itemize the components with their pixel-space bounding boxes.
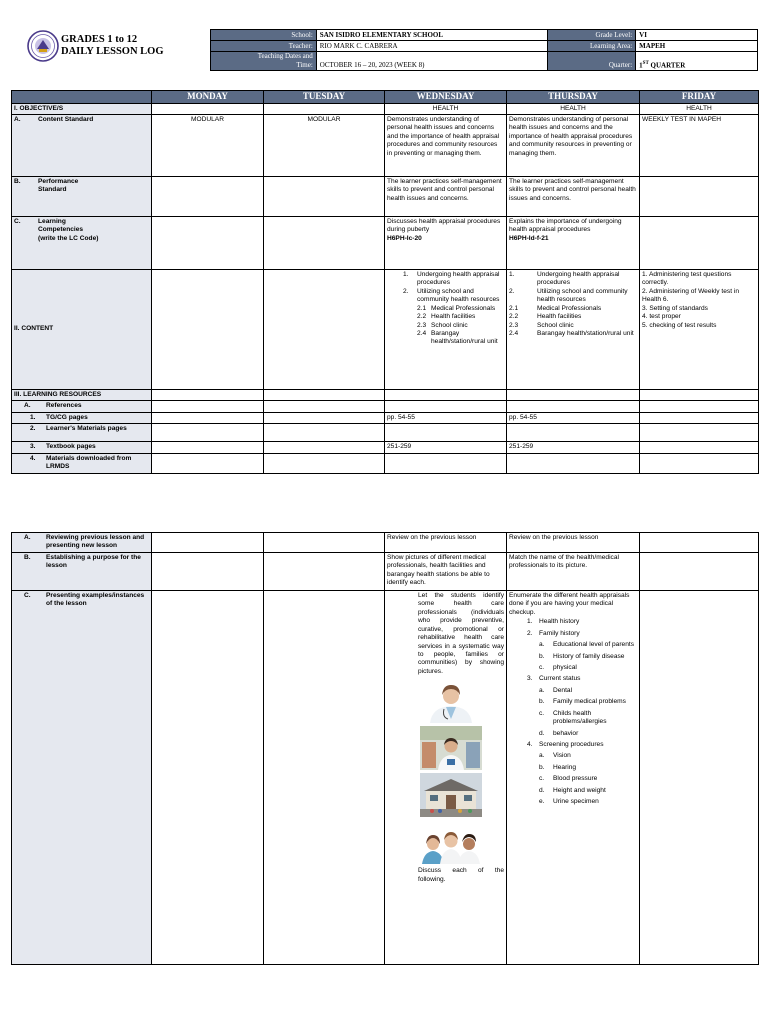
objectives-monday-cell xyxy=(152,103,264,114)
textbook-pages-title: Textbook pages xyxy=(46,443,96,451)
thu-item3d: behavior xyxy=(553,729,579,737)
thu-item4e-letter: e. xyxy=(539,798,545,806)
performance-standard-label xyxy=(12,176,152,216)
competencies-thursday-text: Explains the importance of undergoing health appraisal procedures xyxy=(509,217,622,234)
content-thu-sub3-num: 2.3 xyxy=(509,321,519,329)
content-wed-item1-num: 1. xyxy=(403,270,409,278)
presenting-wed-images xyxy=(387,679,504,864)
purpose-wednesday: Show pictures of different medical professionals, health facilities and barangay health stations be able to identify each. xyxy=(385,552,507,590)
lrmds-num: 4. xyxy=(30,454,36,462)
thu-item3b-letter: b. xyxy=(539,698,545,706)
thu-item2: Family history xyxy=(539,629,580,637)
lm-pages-thursday xyxy=(507,424,640,442)
title-line-grades: GRADES 1 to 12 xyxy=(61,34,138,45)
lrmds-tuesday xyxy=(264,453,385,473)
thu-item4a: Vision xyxy=(553,752,571,760)
tg-pages-monday xyxy=(152,412,264,423)
deped-seal-logo xyxy=(27,30,59,62)
content-wed-sub4: Barangay health/station/rural unit xyxy=(431,330,498,346)
resources-thursday xyxy=(507,389,640,400)
teaching-dates-label-line1: Teaching Dates and xyxy=(257,52,313,60)
content-thu-item2-num: 2. xyxy=(509,287,515,295)
day-header-wednesday: WEDNESDAY xyxy=(385,91,507,104)
content-fri-line5: 5. checking of test results xyxy=(642,321,717,329)
performance-standard-thursday: The learner practices self-management skills to prevent and control personal health issues and concerns. xyxy=(507,176,640,216)
corner-header-cell xyxy=(12,91,152,104)
quarter-superscript: ST xyxy=(642,60,649,66)
lm-pages-num: 2. xyxy=(30,425,36,433)
subject-thursday: HEALTH xyxy=(507,103,640,114)
content-standard-label xyxy=(12,114,152,176)
textbook-pages-tuesday xyxy=(264,442,385,453)
references-title: References xyxy=(46,402,82,410)
doctor-image xyxy=(420,679,482,723)
thu-item3d-letter: d. xyxy=(539,729,545,737)
purpose-monday xyxy=(152,552,264,590)
competencies-monday xyxy=(152,216,264,269)
resources-friday xyxy=(640,389,759,400)
content-wed-item2: Utilizing school and community health resources xyxy=(417,287,500,304)
competencies-wednesday-code: H6PH-Ic-20 xyxy=(387,234,422,242)
tg-pages-wednesday: pp. 54-55 xyxy=(385,412,507,423)
references-label xyxy=(12,401,152,412)
reviewing-label xyxy=(12,533,152,553)
lm-pages-monday xyxy=(152,424,264,442)
references-monday xyxy=(152,401,264,412)
lrmds-monday xyxy=(152,453,264,473)
thu-item2a-letter: a. xyxy=(539,641,545,649)
presenting-wed-discuss: Discuss each of the following. xyxy=(418,867,504,883)
thu-item4c: Blood pressure xyxy=(553,775,598,783)
reviewing-wednesday: Review on the previous lesson xyxy=(385,533,507,553)
thu-item4b-letter: b. xyxy=(539,763,545,771)
content-wed-sub3: School clinic xyxy=(431,321,468,329)
purpose-tuesday xyxy=(264,552,385,590)
thu-item3a-letter: a. xyxy=(539,686,545,694)
tg-pages-thursday: pp. 54-55 xyxy=(507,412,640,423)
thu-item3b: Family medical problems xyxy=(553,698,626,706)
presenting-tuesday xyxy=(264,590,385,964)
objectives-section-label: I. OBJECTIVE/S xyxy=(12,103,152,114)
reviewing-tuesday xyxy=(264,533,385,553)
textbook-pages-friday xyxy=(640,442,759,453)
content-standard-thursday: Demonstrates understanding of personal health issues and concerns and the importance of health appraisal procedures and community resources in preventing or managing them. xyxy=(507,114,640,176)
content-monday xyxy=(152,269,264,389)
learning-resources-label: III. LEARNING RESOURCES xyxy=(12,389,152,400)
competencies-wednesday-text: Discusses health appraisal procedures during puberty xyxy=(387,217,501,234)
pharmacist-image xyxy=(420,726,482,770)
thu-item2b: History of family disease xyxy=(553,652,625,660)
content-thu-sub4: Barangay health/station/rural unit xyxy=(537,330,634,338)
lrmds-thursday xyxy=(507,453,640,473)
competencies-wednesday xyxy=(385,216,507,269)
content-friday xyxy=(640,269,759,389)
thu-item1-num: 1. xyxy=(527,618,533,626)
day-header-monday: MONDAY xyxy=(152,91,264,104)
textbook-pages-thursday: 251-259 xyxy=(507,442,640,453)
content-wed-sub3-num: 2.3 xyxy=(417,321,427,329)
teaching-dates-value: OCTOBER 16 – 20, 2023 (WEEK 8) xyxy=(316,52,548,71)
header-info-table xyxy=(210,29,758,71)
references-tuesday xyxy=(264,401,385,412)
content-fri-line4: 4. test proper xyxy=(642,313,681,321)
reviewing-monday xyxy=(152,533,264,553)
lm-pages-tuesday xyxy=(264,424,385,442)
content-wed-sub1: Medical Professionals xyxy=(431,304,496,312)
purpose-thursday: Match the name of the health/medical professionals to its picture. xyxy=(507,552,640,590)
thu-item4d-letter: d. xyxy=(539,786,545,794)
thu-item4: Screening procedures xyxy=(539,741,604,748)
content-thu-item2: Utilizing school and community health resources xyxy=(537,287,628,304)
learning-area-label: Learning Area: xyxy=(548,41,636,52)
content-wed-sub4-num: 2.4 xyxy=(417,330,427,338)
performance-standard-title-1: Performance xyxy=(38,177,79,185)
competencies-title-2: Competencies xyxy=(38,226,84,234)
content-thu-sub2-num: 2.2 xyxy=(509,313,519,321)
purpose-label xyxy=(12,552,152,590)
content-standard-letter: A. xyxy=(14,115,21,123)
performance-standard-title-2: Standard xyxy=(38,186,67,194)
competencies-label xyxy=(12,216,152,269)
presenting-thu-intro: Enumerate the different health appraisals done if you are having your medical checkup. xyxy=(509,591,630,616)
presenting-title: Presenting examples/instances of the lesson xyxy=(46,591,145,608)
content-standard-monday: MODULAR xyxy=(152,114,264,176)
reviewing-thursday: Review on the previous lesson xyxy=(507,533,640,553)
thu-item3a: Dental xyxy=(553,686,573,694)
textbook-pages-wednesday: 251-259 xyxy=(385,442,507,453)
presenting-monday xyxy=(152,590,264,964)
tg-pages-friday xyxy=(640,412,759,423)
reviewing-letter: A. xyxy=(24,534,31,541)
thu-item2c: physical xyxy=(553,663,577,671)
competencies-thursday xyxy=(507,216,640,269)
thu-item1: Health history xyxy=(539,618,580,626)
content-fri-line1: 1. Administering test questions correctly. xyxy=(642,270,732,287)
thu-item4b: Hearing xyxy=(553,763,577,771)
lesson-log-table-part1 xyxy=(11,90,759,474)
thu-item3-num: 3. xyxy=(527,675,533,683)
day-header-thursday: THURSDAY xyxy=(507,91,640,104)
competencies-letter: C. xyxy=(14,217,21,225)
thu-item2-num: 2. xyxy=(527,629,533,637)
performance-standard-monday xyxy=(152,176,264,216)
presenting-label xyxy=(12,590,152,964)
purpose-title: Establishing a purpose for the lesson xyxy=(46,553,141,570)
content-thu-sub2: Health facilities xyxy=(537,313,582,321)
quarter-label: Quarter: xyxy=(548,52,636,71)
content-wed-sub2-num: 2.2 xyxy=(417,313,427,321)
grade-level-label: Grade Level: xyxy=(548,30,636,41)
tg-pages-title: TG/CG pages xyxy=(46,413,88,421)
competencies-title-1: Learning xyxy=(38,217,66,225)
thu-item4a-letter: a. xyxy=(539,752,545,760)
content-wednesday xyxy=(385,269,507,389)
day-header-friday: FRIDAY xyxy=(640,91,759,104)
content-thu-sub3: School clinic xyxy=(537,321,574,329)
grade-level-value: VI xyxy=(636,30,758,41)
subject-friday: HEALTH xyxy=(640,103,759,114)
content-wed-sub2: Health facilities xyxy=(431,313,476,321)
content-thu-item1: Undergoing health appraisal procedures xyxy=(537,270,620,287)
quarter-number: 1 xyxy=(639,61,643,69)
quarter-value xyxy=(636,52,758,71)
lm-pages-title: Learner's Materials pages xyxy=(46,425,127,433)
references-friday xyxy=(640,401,759,412)
lrmds-wednesday xyxy=(385,453,507,473)
school-value: SAN ISIDRO ELEMENTARY SCHOOL xyxy=(316,30,548,41)
competencies-friday xyxy=(640,216,759,269)
lrmds-friday xyxy=(640,453,759,473)
resources-monday xyxy=(152,389,264,400)
thu-item3c-letter: c. xyxy=(539,709,545,717)
lm-pages-friday xyxy=(640,424,759,442)
title-line-daily-lesson-log: DAILY LESSON LOG xyxy=(61,46,164,58)
tg-pages-num: 1. xyxy=(30,413,36,421)
presenting-friday xyxy=(640,590,759,964)
content-thursday xyxy=(507,269,640,389)
content-thu-sub4-num: 2.4 xyxy=(509,330,519,338)
content-section-label: II. CONTENT xyxy=(12,269,152,389)
presenting-wednesday xyxy=(385,590,507,964)
document-title xyxy=(61,34,164,58)
health-center-image xyxy=(420,773,482,817)
medical-team-image xyxy=(420,820,482,864)
reviewing-title: Reviewing previous lesson and presenting new lesson xyxy=(46,534,145,550)
textbook-pages-label xyxy=(12,442,152,453)
lesson-log-table-part2 xyxy=(11,532,759,965)
resources-wednesday xyxy=(385,389,507,400)
thu-item4d: Height and weight xyxy=(553,786,606,794)
thu-item3: Current status xyxy=(539,675,581,683)
reviewing-friday xyxy=(640,533,759,553)
performance-standard-friday xyxy=(640,176,759,216)
teacher-value: RIO MARK C. CABRERA xyxy=(316,41,548,52)
subject-wednesday: HEALTH xyxy=(385,103,507,114)
textbook-pages-num: 3. xyxy=(30,443,36,451)
content-standard-title: Content Standard xyxy=(38,115,94,123)
performance-standard-wednesday: The learner practices self-management skills to prevent and control personal health issues and concerns. xyxy=(385,176,507,216)
presenting-wed-text: Let the students identify some health care professionals (individuals who provide preventive, curative, promotional or rehabilitative health care services in a systematic way to people, families or communities) by showing pictures. xyxy=(418,591,504,675)
references-thursday xyxy=(507,401,640,412)
teacher-label: Teacher: xyxy=(211,41,317,52)
content-fri-line2: 2. Administering of Weekly test in Health 6. xyxy=(642,287,739,304)
thu-item2a: Educational level of parents xyxy=(553,641,635,649)
content-wed-sub1-num: 2.1 xyxy=(417,304,427,312)
content-tuesday xyxy=(264,269,385,389)
content-standard-friday: WEEKLY TEST IN MAPEH xyxy=(640,114,759,176)
lrmds-title: Materials downloaded from LRMDS xyxy=(46,454,132,471)
content-fri-line3: 3. Setting of standards xyxy=(642,304,708,312)
content-wed-item1: Undergoing health appraisal procedures xyxy=(417,270,500,287)
thu-item4e: Urine specimen xyxy=(553,798,599,806)
tg-pages-label xyxy=(12,412,152,423)
thu-item2b-letter: b. xyxy=(539,652,545,660)
content-thu-sub1: Medical Professionals xyxy=(537,304,602,312)
school-label: School: xyxy=(211,30,317,41)
textbook-pages-monday xyxy=(152,442,264,453)
performance-standard-tuesday xyxy=(264,176,385,216)
presenting-thursday xyxy=(507,590,640,964)
objectives-tuesday-cell xyxy=(264,103,385,114)
purpose-letter: B. xyxy=(24,553,31,561)
quarter-text: QUARTER xyxy=(648,61,686,69)
presenting-letter: C. xyxy=(24,591,31,599)
competencies-title-3: (write the LC Code) xyxy=(38,234,99,242)
competencies-thursday-code: H6PH-Id-f-21 xyxy=(509,234,549,242)
references-letter: A. xyxy=(24,402,31,410)
lrmds-label xyxy=(12,453,152,473)
lm-pages-wednesday xyxy=(385,424,507,442)
thu-item3c: Childs health problems/allergies xyxy=(553,709,607,726)
content-standard-tuesday: MODULAR xyxy=(264,114,385,176)
performance-standard-letter: B. xyxy=(14,177,21,185)
content-thu-sub1-num: 2.1 xyxy=(509,304,519,312)
tg-pages-tuesday xyxy=(264,412,385,423)
content-standard-wednesday: Demonstrates understanding of personal health issues and concerns and the importance of health appraisal procedures and community resources in preventing or managing them. xyxy=(385,114,507,176)
thu-item4c-letter: c. xyxy=(539,775,545,783)
thu-item4-num: 4. xyxy=(527,741,533,748)
content-thu-item1-num: 1. xyxy=(509,270,515,278)
day-header-tuesday: TUESDAY xyxy=(264,91,385,104)
teaching-dates-label xyxy=(211,52,317,71)
purpose-friday xyxy=(640,552,759,590)
learning-area-value: MAPEH xyxy=(636,41,758,52)
teaching-dates-label-line2: Time: xyxy=(296,61,313,69)
references-wednesday xyxy=(385,401,507,412)
resources-tuesday xyxy=(264,389,385,400)
thu-item2c-letter: c. xyxy=(539,663,545,671)
content-wed-item2-num: 2. xyxy=(403,287,409,295)
competencies-tuesday xyxy=(264,216,385,269)
lm-pages-label xyxy=(12,424,152,442)
